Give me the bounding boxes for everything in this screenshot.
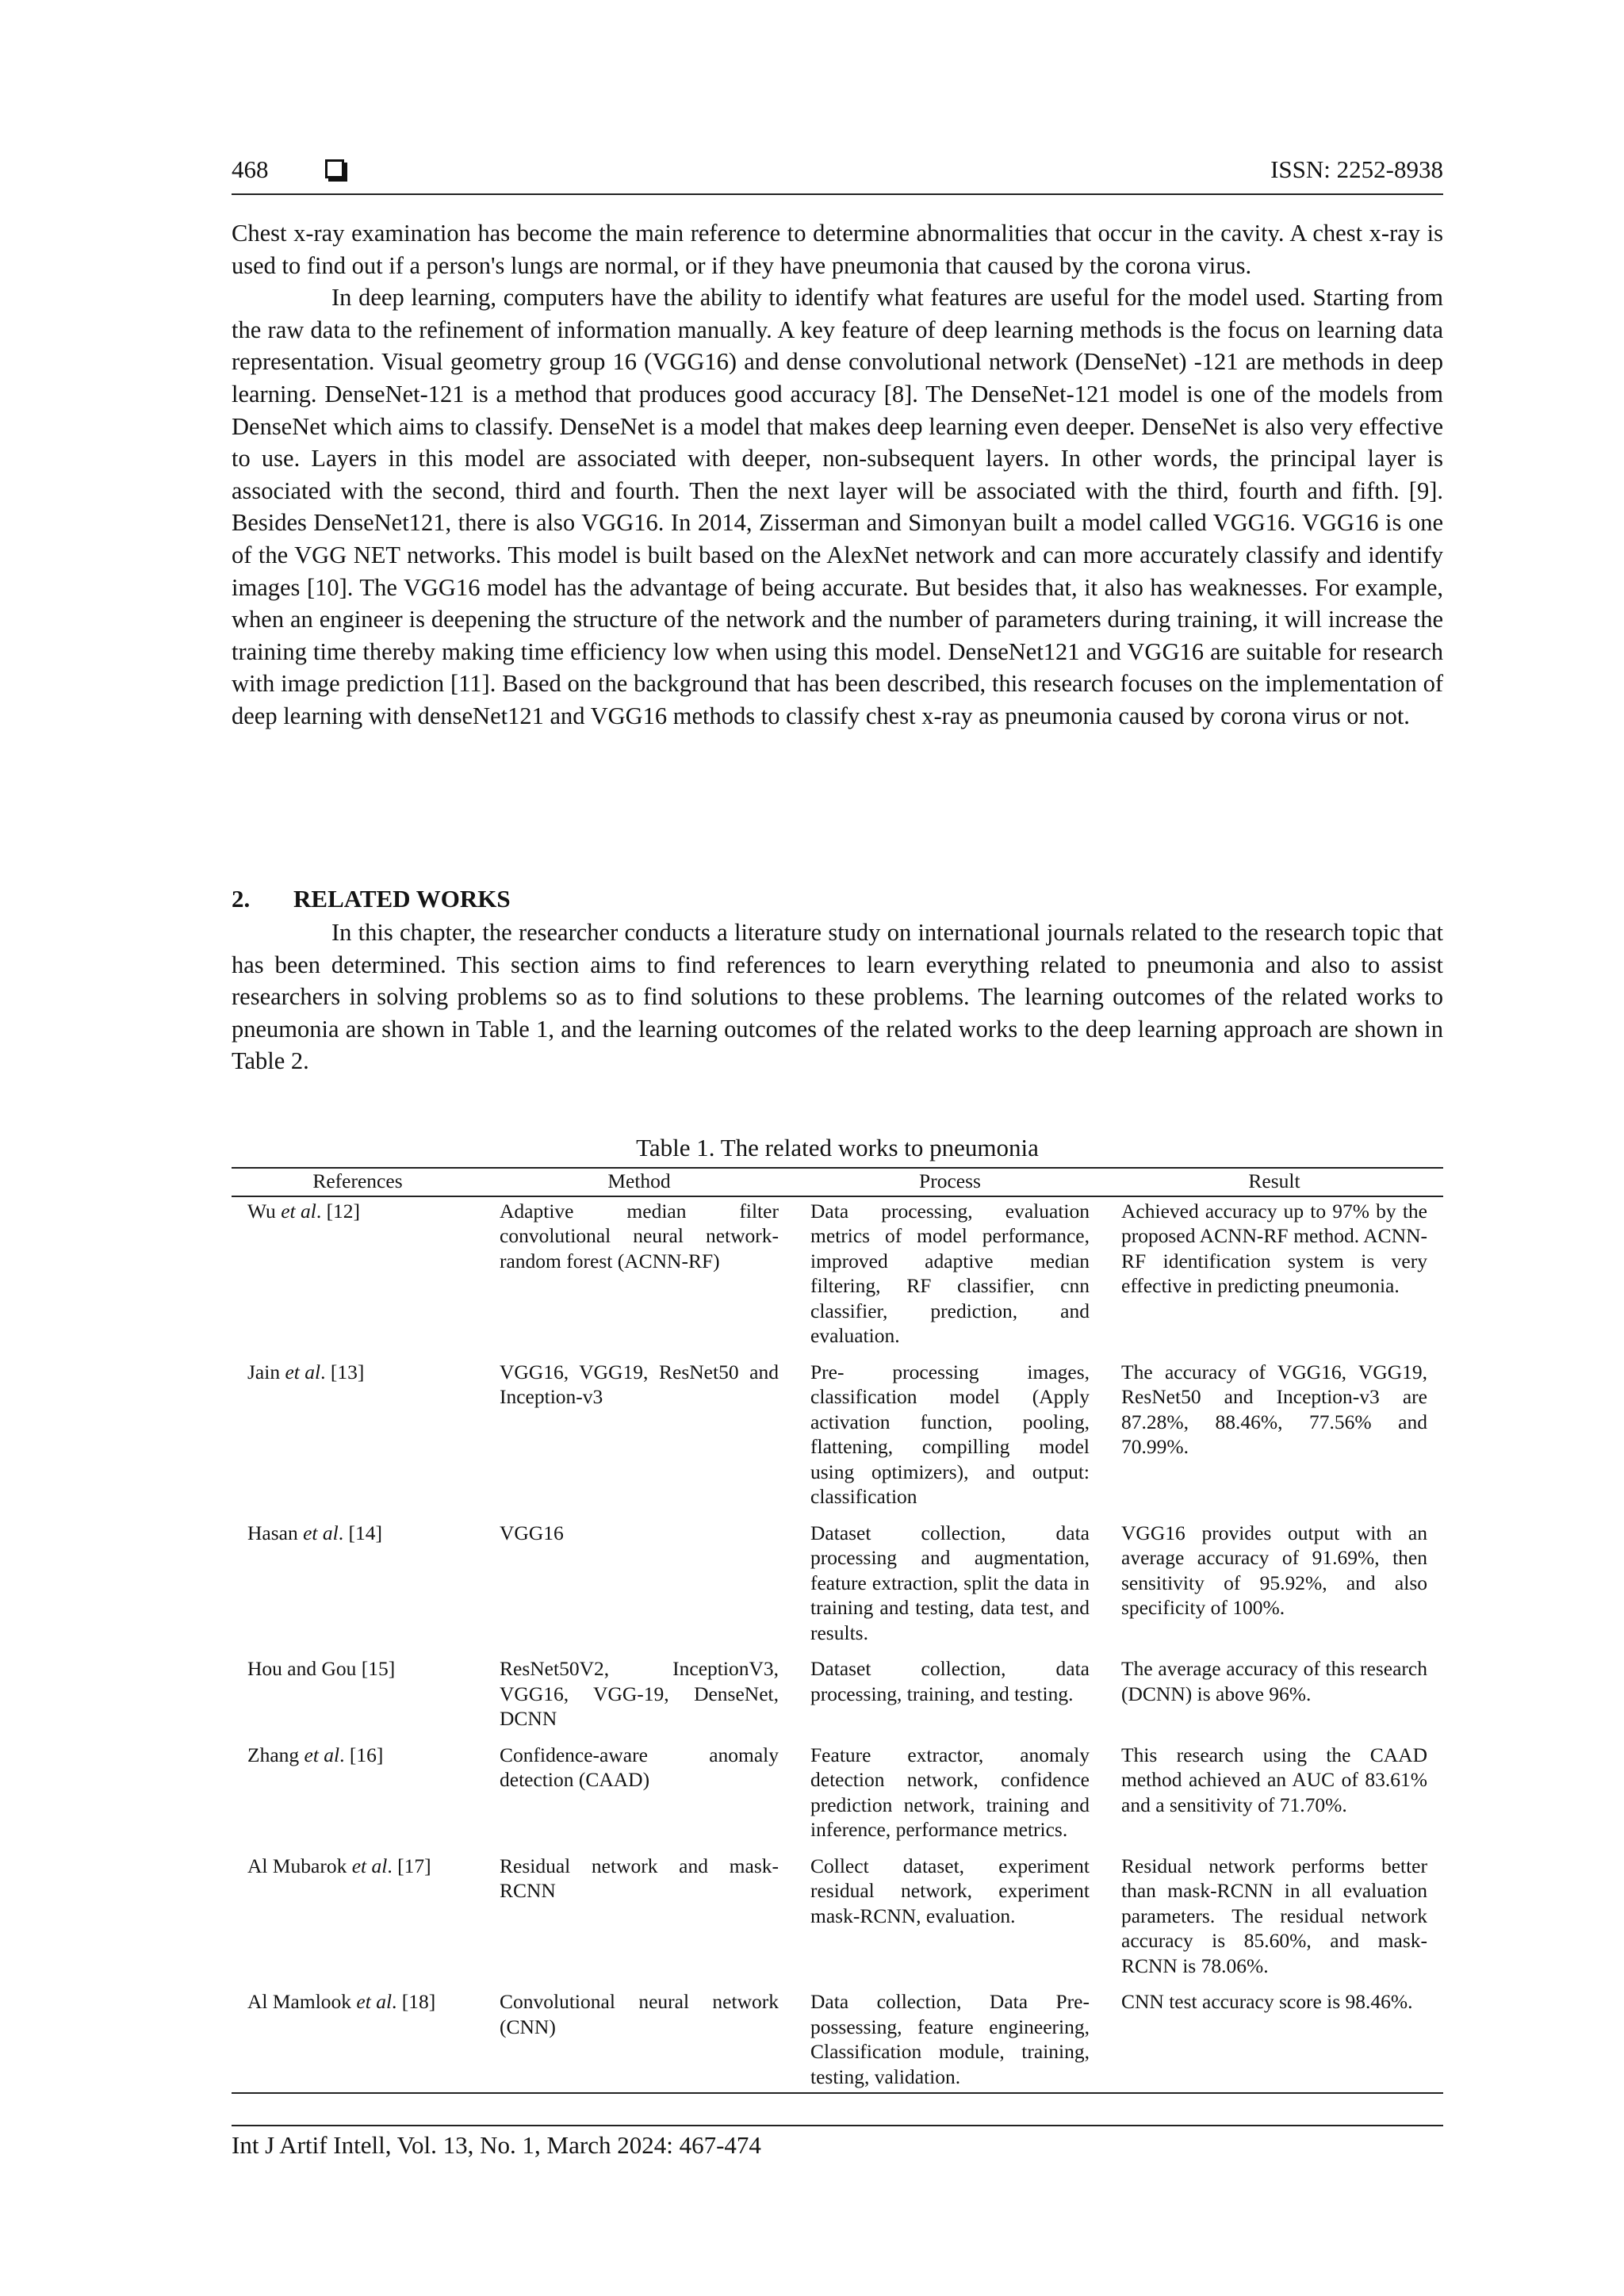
ref-cite: . [18]	[392, 1990, 436, 2013]
ref-author: Hou and Gou [15]	[247, 1657, 396, 1680]
cell-reference	[232, 1743, 484, 1854]
issn: ISSN: 2252-8938	[1270, 155, 1443, 183]
table-row	[232, 1743, 1443, 1854]
ref-etal: et al	[351, 1854, 388, 1877]
ref-author: Jain	[247, 1360, 281, 1383]
ref-author: Zhang	[247, 1743, 300, 1766]
cell-result: This research using the CAAD method achieved an AUC of 83.61% and a sensitivity of 71.70%.	[1121, 1743, 1427, 1816]
box-icon	[325, 159, 344, 178]
table-row	[232, 1854, 1443, 1990]
ref-etal: et al	[356, 1990, 393, 2013]
intro-paragraph-1: Chest x-ray examination has become the main reference to determine abnormalities that occur in the cavity. A chest x-ray is used to find out if a person's lungs are normal, or if they have pneumonia that caused by the corona virus.	[232, 220, 1443, 279]
cell-reference	[232, 1196, 484, 1360]
table-header-row	[232, 1168, 1443, 1196]
cell-result: VGG16 provides output with an average accuracy of 91.69%, then sensitivity of 95.92%, and also specificity of 100%.	[1121, 1521, 1427, 1619]
page-number: 468	[232, 155, 269, 183]
cell-reference	[232, 1360, 484, 1521]
ref-cite: . [17]	[387, 1854, 431, 1877]
ref-author: Al Mubarok	[247, 1854, 347, 1877]
cell-reference	[232, 1854, 484, 1990]
ref-etal: et al	[304, 1743, 340, 1766]
cell-result: The average accuracy of this research (DCNN) is above 96%.	[1121, 1657, 1427, 1705]
cell-process: Data collection, Data Pre-possessing, feature engineering, Classification module, training, testing, validation.	[795, 1989, 1105, 2093]
cell-method: Confidence-aware anomaly detection (CAAD)	[500, 1743, 779, 1791]
ref-cite: . [16]	[339, 1743, 384, 1766]
header-references: References	[232, 1168, 484, 1196]
cell-process: Data processing, evaluation metrics of model performance, improved adaptive median filtering, RF classifier, cnn classifier, prediction, and evaluation.	[810, 1199, 1090, 1347]
cell-reference	[232, 1656, 484, 1743]
cell-process: Dataset collection, data processing, training, and testing.	[810, 1657, 1090, 1705]
table-row	[232, 1196, 1443, 1360]
ref-cite: . [12]	[316, 1199, 361, 1223]
cell-result: Residual network performs better than mask-RCNN in all evaluation parameters. The residual network accuracy is 85.60%, and mask-RCNN is 78.06%.	[1121, 1854, 1427, 1977]
journal-citation: Int J Artif Intell, Vol. 13, No. 1, March 2024: 467-474	[232, 2131, 761, 2159]
intro-paragraph-2: In deep learning, computers have the ability to identify what features are useful for the model used. Starting from the raw data to the refinement of information manually. A key feature of deep learning methods is the focus on learning data representation. Visual geometry group 16 (VGG16) and dense convolutional network (DenseNet) -121 are methods in deep learning. DenseNet-121 is a method that produces good accuracy [8]. The DenseNet-121 model is one of the models from DenseNet which aims to classify. DenseNet is a model that makes deep learning even deeper. DenseNet is also very effective to use. Layers in this model are associated with deeper, non-subsequent layers. In other words, the principal layer is associated with the second, third and fourth. Then the next layer will be associated with the third, fourth and fifth. [9]. Besides DenseNet121, there is also VGG16. In 2014, Zisserman and Simonyan built a model called VGG16. VGG16 is one of the VGG NET networks. This model is built based on the AlexNet network and can more accurately classify and identify images [10]. The VGG16 model has the advantage of being accurate. But besides that, it also has weaknesses. For example, when an engineer is deepening the structure of the network and the number of parameters during training, it will increase the training time thereby making time efficiency low when using this model. DenseNet121 and VGG16 are suitable for research with image prediction [11]. Based on the background that has been described, this research focuses on the implementation of deep learning with denseNet121 and VGG16 methods to classify chest x-ray as pneumonia caused by corona virus or not.	[232, 284, 1443, 729]
ref-etal: et al	[303, 1521, 339, 1544]
header-process: Process	[795, 1168, 1105, 1196]
section-heading	[232, 885, 511, 913]
ref-cite: . [13]	[320, 1360, 365, 1383]
cell-method: Convolutional neural network (CNN)	[484, 1989, 795, 2093]
ref-cite: . [14]	[338, 1521, 382, 1544]
cell-method: Adaptive median filter convolutional neural network-random forest (ACNN-RF)	[500, 1199, 779, 1272]
ref-author: Hasan	[247, 1521, 298, 1544]
intro-body	[232, 217, 1443, 733]
cell-process: Collect dataset, experiment residual network, experiment mask-RCNN, evaluation.	[810, 1854, 1090, 1927]
cell-result: CNN test accuracy score is 98.46%.	[1105, 1989, 1443, 2093]
page-header	[232, 155, 1443, 195]
table-row	[232, 1656, 1443, 1743]
header-method: Method	[484, 1168, 795, 1196]
related-works-table	[232, 1167, 1443, 2094]
table-caption: Table 1. The related works to pneumonia	[636, 1134, 1039, 1161]
cell-reference	[232, 1521, 484, 1657]
cell-method: Residual network and mask-RCNN	[500, 1854, 779, 1902]
cell-method: VGG16, VGG19, ResNet50 and Inception-v3	[500, 1360, 779, 1408]
ref-author: Al Mamlook	[247, 1990, 352, 2013]
page-footer	[232, 2125, 1443, 2160]
related-works-body	[232, 916, 1443, 1077]
cell-result: The accuracy of VGG16, VGG19, ResNet50 and Inception-v3 are 87.28%, 88.46%, 77.56% and 70.99%.	[1121, 1360, 1427, 1458]
section-number: 2.	[232, 885, 251, 913]
ref-author: Wu	[247, 1199, 276, 1223]
cell-result: Achieved accuracy up to 97% by the proposed ACNN-RF method. ACNN-RF identification system is very effective in predicting pneumonia.	[1121, 1199, 1427, 1297]
related-works-paragraph: In this chapter, the researcher conducts a literature study on international journals related to the research topic that has been determined. This section aims to find references to learn everything related to pneumonia and also to assist researchers in solving problems so as to find solutions to these problems. The learning outcomes of the related works to pneumonia are shown in Table 1, and the learning outcomes of the related works to the deep learning approach are shown in Table 2.	[232, 919, 1443, 1075]
cell-process: Dataset collection, data processing and augmentation, feature extraction, split the data in training and testing, data test, and results.	[810, 1521, 1090, 1644]
header-result: Result	[1105, 1168, 1443, 1196]
table-row	[232, 1360, 1443, 1521]
section-title: RELATED WORKS	[293, 885, 511, 913]
table-row	[232, 1521, 1443, 1657]
table-row	[232, 1989, 1443, 2093]
cell-process: Feature extractor, anomaly detection network, confidence prediction network, training and inference, performance metrics.	[810, 1743, 1090, 1841]
ref-etal: et al	[281, 1199, 316, 1223]
cell-method: VGG16	[500, 1521, 564, 1544]
cell-reference	[232, 1989, 484, 2093]
ref-etal: et al	[285, 1360, 321, 1383]
cell-process: Pre- processing images, classification model (Apply activation function, pooling, flattening, compilling model using optimizers), and output: classification	[810, 1360, 1090, 1508]
cell-method: ResNet50V2, InceptionV3, VGG16, VGG-19, DenseNet, DCNN	[500, 1657, 779, 1730]
